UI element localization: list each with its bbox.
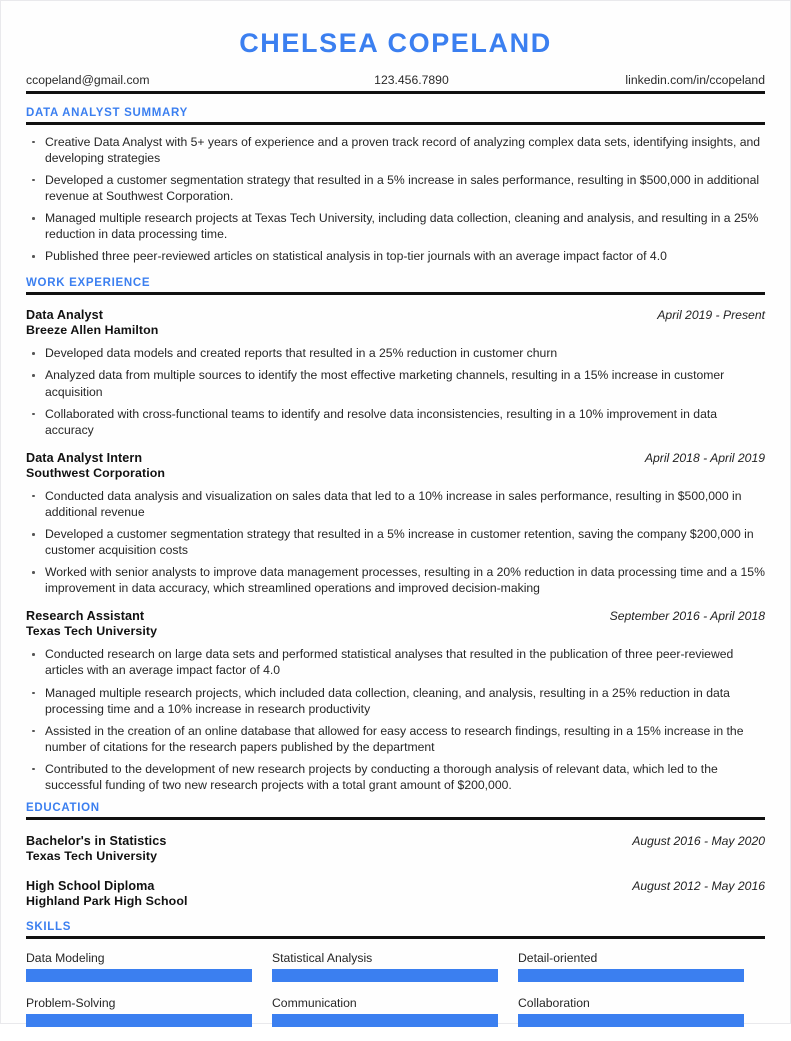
skill-level-bar (518, 1014, 744, 1027)
list-item: Managed multiple research projects, which included data collection, cleaning, and analysis, resulting in a 25% reduction in data processing time and a 10% increase in research productivity (26, 685, 765, 717)
degree-date-range: August 2012 - May 2016 (632, 879, 765, 894)
section-heading-education: EDUCATION (26, 802, 100, 815)
skill-item (26, 996, 252, 1027)
degree-date-range: August 2016 - May 2020 (632, 834, 765, 849)
education-divider (26, 817, 765, 820)
education-entry-header (26, 879, 765, 893)
skill-item (272, 951, 498, 982)
contact-row (26, 73, 765, 91)
candidate-name: CHELSEA COPELAND (239, 28, 552, 58)
list-item: Developed a customer segmentation strategy that resulted in a 5% increase in customer retention, saving the company $200,000 in customer acquisition costs (26, 526, 765, 558)
contact-phone[interactable]: 123.456.7890 (374, 72, 449, 87)
skill-label: Detail-oriented (518, 951, 598, 966)
skill-label: Data Modeling (26, 951, 105, 966)
list-item: Conducted research on large data sets and performed statistical analyses that resulted in the publication of three peer-reviewed articles with an average impact factor of 4.0 (26, 646, 765, 678)
job-title: Data Analyst (26, 308, 104, 323)
skill-label: Problem-Solving (26, 996, 116, 1011)
job-title: Data Analyst Intern (26, 450, 143, 465)
education-entry (26, 834, 765, 863)
list-item: Conducted data analysis and visualization on sales data that led to a 10% increase in sales performance, resulting in $500,000 in additional revenue (26, 488, 765, 520)
work-divider (26, 292, 765, 295)
education-entry-header (26, 834, 765, 848)
skill-item (272, 996, 498, 1027)
job-date-range: September 2016 - April 2018 (609, 609, 765, 624)
skill-item (26, 951, 252, 982)
summary-bullet-list (26, 134, 765, 265)
skill-level-bar (26, 969, 252, 982)
list-item: Analyzed data from multiple sources to identify the most effective marketing channels, resulting in a 15% increase in customer acquisition (26, 367, 765, 399)
job-company: Breeze Allen Hamilton (26, 323, 159, 338)
degree-title: High School Diploma (26, 879, 155, 894)
work-entry-header (26, 451, 765, 465)
degree-title: Bachelor's in Statistics (26, 834, 167, 849)
header-divider (26, 91, 765, 94)
contact-email[interactable]: ccopeland@gmail.com (26, 72, 150, 87)
list-item: Developed data models and created reports that resulted in a 25% reduction in customer churn (26, 345, 765, 361)
school-name: Highland Park High School (26, 894, 188, 909)
work-entry-header (26, 609, 765, 623)
contact-linkedin[interactable]: linkedin.com/in/ccopeland (625, 72, 765, 87)
skills-grid (26, 951, 765, 1041)
list-item: Published three peer-reviewed articles on statistical analysis in top-tier journals with an average impact factor of 4.0 (26, 248, 765, 264)
job-date-range: April 2018 - April 2019 (644, 450, 765, 465)
job-title: Research Assistant (26, 609, 145, 624)
job-company: Texas Tech University (26, 624, 158, 639)
list-item: Developed a customer segmentation strategy that resulted in a 5% increase in sales performance, resulting in $500,000 in additional revenue at Southwest Corporation. (26, 172, 765, 204)
list-item: Contributed to the development of new research projects by conducting a thorough analysis of relevant data, which led to the successful funding of two new research projects with a total grant amount of $200,000. (26, 761, 765, 793)
list-item: Managed multiple research projects at Texas Tech University, including data collection, cleaning and analysis, and resulting in a 25% reduction in data processing time. (26, 210, 765, 242)
education-entry (26, 879, 765, 908)
job-date-range: April 2019 - Present (657, 308, 765, 323)
skill-label: Statistical Analysis (272, 951, 373, 966)
work-entry (26, 609, 765, 793)
job-company: Southwest Corporation (26, 465, 166, 480)
work-entry (26, 451, 765, 597)
skill-level-bar (272, 1014, 498, 1027)
section-heading-skills: SKILLS (26, 921, 72, 934)
skills-divider (26, 936, 765, 939)
list-item: Worked with senior analysts to improve data management processes, resulting in a 20% reduction in data processing time and a 15% improvement in data accuracy, which streamlined operations and improved decision-making (26, 564, 765, 596)
skill-level-bar (272, 969, 498, 982)
skill-level-bar (26, 1014, 252, 1027)
school-name: Texas Tech University (26, 849, 158, 864)
list-item: Creative Data Analyst with 5+ years of experience and a proven track record of analyzing complex data sets, identifying insights, and developing strategies (26, 134, 765, 166)
job-bullet-list (26, 345, 765, 437)
summary-divider (26, 122, 765, 125)
skill-level-bar (518, 969, 744, 982)
skill-label: Communication (272, 996, 357, 1011)
job-bullet-list (26, 646, 765, 793)
work-entry-header (26, 308, 765, 322)
skill-item (518, 996, 744, 1027)
skill-item (518, 951, 744, 982)
section-heading-summary: DATA ANALYST SUMMARY (26, 106, 189, 119)
skill-label: Collaboration (518, 996, 590, 1011)
work-entry (26, 308, 765, 437)
job-bullet-list (26, 488, 765, 597)
list-item: Assisted in the creation of an online database that allowed for easy access to research findings, resulting in a 15% increase in the number of citations for the research papers published by the department (26, 723, 765, 755)
section-heading-work-experience: WORK EXPERIENCE (26, 277, 151, 290)
list-item: Collaborated with cross-functional teams to identify and resolve data inconsistencies, resulting in a 10% improvement in data accuracy (26, 406, 765, 438)
